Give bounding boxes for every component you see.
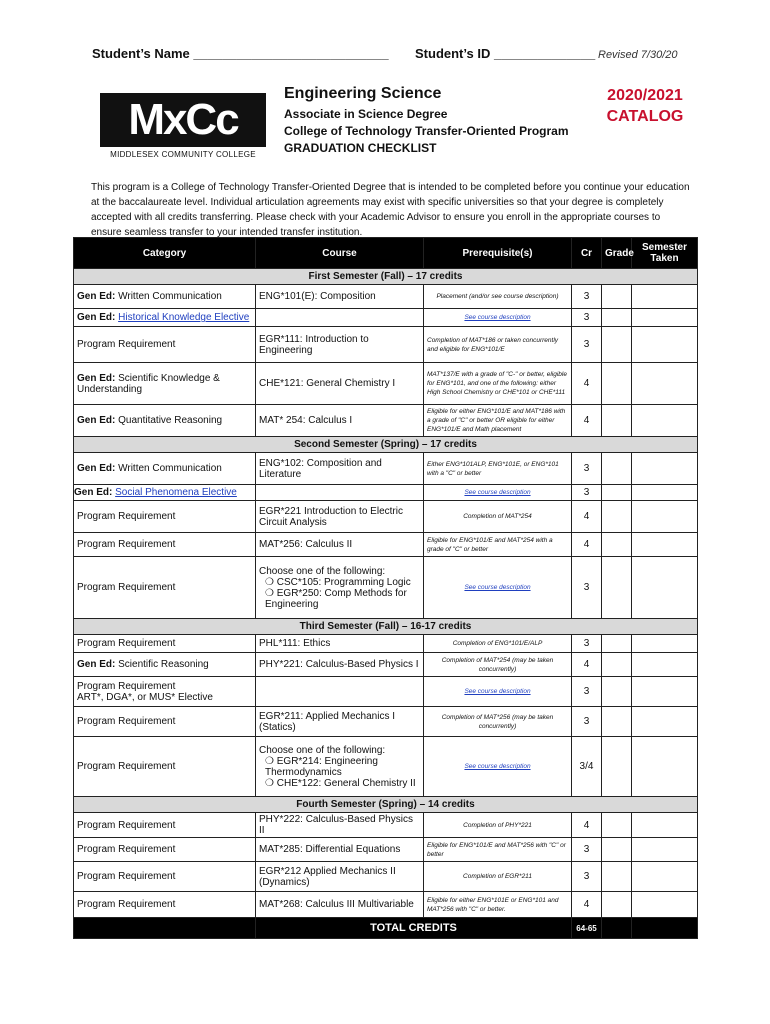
total-credits-label: TOTAL CREDITS <box>256 918 572 939</box>
option-label: CHE*122: General Chemistry II <box>276 777 416 789</box>
prereq-cell <box>424 309 572 327</box>
student-id-field[interactable]: Student’s ID ______________ <box>415 46 596 61</box>
semester-cell[interactable] <box>632 653 698 677</box>
program-type: College of Technology Transfer-Oriented Program <box>284 124 569 138</box>
credit-cell: 3 <box>572 707 602 737</box>
table-row <box>74 653 698 677</box>
table-header-row <box>74 238 698 269</box>
total-credits-value: 64-65 <box>572 918 602 939</box>
semester-cell[interactable] <box>632 309 698 327</box>
table-row <box>74 737 698 797</box>
semester-cell[interactable] <box>632 485 698 501</box>
course-cell <box>256 737 424 797</box>
radio-circle-icon: ❍ <box>265 777 274 789</box>
category-text: Quantitative Reasoning <box>118 415 223 426</box>
prereq-cell: Eligible for either ENG*101E or ENG*101 and MAT*256 with "C" or better. <box>424 892 572 918</box>
semester-label: First Semester (Fall) – 17 credits <box>74 269 698 285</box>
category-cell <box>74 653 256 677</box>
category-cell: Program Requirement <box>74 557 256 619</box>
credit-cell: 4 <box>572 892 602 918</box>
semester-cell[interactable] <box>632 813 698 838</box>
grade-cell[interactable] <box>602 363 632 405</box>
grade-cell[interactable] <box>602 892 632 918</box>
course-cell: EGR*211: Applied Mechanics I (Statics) <box>256 707 424 737</box>
grade-cell[interactable] <box>602 707 632 737</box>
course-cell <box>256 309 424 327</box>
semester-cell[interactable] <box>632 557 698 619</box>
semester-cell[interactable] <box>632 635 698 653</box>
course-description-link[interactable]: See course description <box>464 584 531 591</box>
course-cell: EGR*212 Applied Mechanics II (Dynamics) <box>256 862 424 892</box>
course-cell: PHY*222: Calculus-Based Physics II <box>256 813 424 838</box>
program-intro: This program is a College of Technology Transfer-Oriented Degree that is intended to be completed before you continue your education at the baccalaureate level. Individual articulation agreements may exist with specific universities so that your degree is completely accepted with all credits transferring. Please check with your Academic Advisor to ensure you enroll in the appropriate courses to ensure seamless transfer to your intended transfer institution. <box>91 182 690 238</box>
option-item[interactable] <box>259 577 420 588</box>
semester-label: Third Semester (Fall) – 16-17 credits <box>74 619 698 635</box>
table-row <box>74 453 698 485</box>
radio-circle-icon: ❍ <box>265 755 274 767</box>
checklist-label: GRADUATION CHECKLIST <box>284 141 437 155</box>
course-cell: MAT*268: Calculus III Multivariable <box>256 892 424 918</box>
category-cell: Program Requirement <box>74 533 256 557</box>
checklist-table <box>73 237 698 939</box>
credit-cell: 3 <box>572 838 602 862</box>
credit-cell: 4 <box>572 501 602 533</box>
table-row <box>74 327 698 363</box>
course-cell: ENG*101(E): Composition <box>256 285 424 309</box>
course-cell: EGR*111: Introduction to Engineering <box>256 327 424 363</box>
credit-cell: 4 <box>572 813 602 838</box>
grade-cell[interactable] <box>602 737 632 797</box>
grade-cell[interactable] <box>602 635 632 653</box>
semester-cell[interactable] <box>632 707 698 737</box>
col-header-grade: Grade <box>602 238 632 269</box>
course-cell: MAT*285: Differential Equations <box>256 838 424 862</box>
credit-cell: 4 <box>572 533 602 557</box>
option-label: CSC*105: Programming Logic <box>276 576 411 588</box>
credit-cell: 3/4 <box>572 737 602 797</box>
course-description-link[interactable]: See course description <box>464 314 531 321</box>
option-label: EGR*250: Comp Methods for Engineering <box>265 587 407 610</box>
category-cell: Program Requirement <box>74 813 256 838</box>
table-row <box>74 533 698 557</box>
credit-cell: 4 <box>572 653 602 677</box>
option-label: EGR*214: Engineering Thermodynamics <box>265 755 378 778</box>
option-item[interactable] <box>259 756 420 778</box>
gen-ed-label: Gen Ed: <box>74 487 113 498</box>
option-item[interactable] <box>259 778 420 789</box>
degree-label: Associate in Science Degree <box>284 107 448 121</box>
semester-cell[interactable] <box>632 501 698 533</box>
category-cell: Program Requirement <box>74 707 256 737</box>
table-row <box>74 892 698 918</box>
col-header-course: Course <box>256 238 424 269</box>
prereq-cell <box>424 485 572 501</box>
table-row <box>74 501 698 533</box>
logo-college-name: MIDDLESEX COMMUNITY COLLEGE <box>110 150 256 159</box>
category-cell <box>74 285 256 309</box>
grade-cell[interactable] <box>602 453 632 485</box>
gen-ed-label: Gen Ed: <box>77 463 116 474</box>
course-cell: EGR*221 Introduction to Electric Circuit Analysis <box>256 501 424 533</box>
grade-cell[interactable] <box>602 838 632 862</box>
semester-label: Second Semester (Spring) – 17 credits <box>74 437 698 453</box>
choose-one-label: Choose one of the following: <box>259 744 386 756</box>
grade-cell[interactable] <box>602 557 632 619</box>
course-cell: MAT*256: Calculus II <box>256 533 424 557</box>
semester-cell[interactable] <box>632 677 698 707</box>
prereq-cell: Completion of MAT*256 (may be taken concurrently) <box>424 707 572 737</box>
table-row <box>74 677 698 707</box>
grade-cell[interactable] <box>602 653 632 677</box>
category-cell <box>74 405 256 437</box>
credit-cell: 3 <box>572 557 602 619</box>
credit-cell: 4 <box>572 363 602 405</box>
credit-cell: 3 <box>572 862 602 892</box>
category-cell: Program Requirement <box>74 862 256 892</box>
program-title: Engineering Science <box>284 85 442 102</box>
table-row <box>74 485 698 501</box>
grade-cell[interactable] <box>602 501 632 533</box>
table-row <box>74 405 698 437</box>
category-cell <box>74 453 256 485</box>
college-logo <box>100 93 266 163</box>
semester-cell[interactable] <box>632 453 698 485</box>
course-cell: PHL*111: Ethics <box>256 635 424 653</box>
semester-cell[interactable] <box>632 838 698 862</box>
grade-cell[interactable] <box>602 862 632 892</box>
prereq-cell <box>424 737 572 797</box>
course-cell <box>256 677 424 707</box>
grade-cell[interactable] <box>602 485 632 501</box>
category-cell <box>74 485 256 501</box>
semester-row <box>74 797 698 813</box>
grade-cell[interactable] <box>602 285 632 309</box>
revised-date: Revised 7/30/20 <box>598 49 678 61</box>
category-cell: Program Requirement <box>74 501 256 533</box>
catalog-year: 2020/2021 <box>607 87 683 104</box>
course-cell <box>256 485 424 501</box>
radio-circle-icon: ❍ <box>265 587 274 599</box>
logo-mark: MxCc <box>128 95 238 144</box>
prereq-cell: Completion of ENG*101/E/ALP <box>424 635 572 653</box>
category-cell <box>74 309 256 327</box>
category-cell <box>74 363 256 405</box>
grade-cell[interactable] <box>602 405 632 437</box>
table-row <box>74 813 698 838</box>
radio-circle-icon: ❍ <box>265 576 274 588</box>
grade-cell[interactable] <box>602 327 632 363</box>
semester-cell[interactable] <box>632 363 698 405</box>
prereq-cell: Eligible for ENG*101/E and MAT*254 with a grade of "C" or better <box>424 533 572 557</box>
credit-cell: 3 <box>572 635 602 653</box>
credit-cell: 3 <box>572 309 602 327</box>
prereq-cell <box>424 557 572 619</box>
credit-cell: 3 <box>572 453 602 485</box>
course-cell: ENG*102: Composition and Literature <box>256 453 424 485</box>
prereq-cell: Completion of MAT*186 or taken concurrently and eligible for ENG*101/E <box>424 327 572 363</box>
course-cell: PHY*221: Calculus-Based Physics I <box>256 653 424 677</box>
prereq-cell: Completion of MAT*254 <box>424 501 572 533</box>
semester-cell[interactable] <box>632 892 698 918</box>
category-text: Written Communication <box>118 291 222 302</box>
prereq-cell: Placement (and/or see course description) <box>424 285 572 309</box>
col-header-category: Category <box>74 238 256 269</box>
student-name-field[interactable]: Student’s Name ___________________________ <box>92 46 389 61</box>
choose-one-label: Choose one of the following: <box>259 565 386 577</box>
table-row <box>74 363 698 405</box>
table-row <box>74 635 698 653</box>
prereq-cell: Completion of PHY*221 <box>424 813 572 838</box>
total-row <box>74 918 698 939</box>
semester-cell[interactable] <box>632 285 698 309</box>
semester-label: Fourth Semester (Spring) – 14 credits <box>74 797 698 813</box>
category-text: Written Communication <box>118 463 222 474</box>
semester-row <box>74 619 698 635</box>
category-cell: Program Requirement <box>74 327 256 363</box>
prereq-cell: Eligible for ENG*101/E and MAT*256 with "C" or better <box>424 838 572 862</box>
semester-cell[interactable] <box>632 405 698 437</box>
grade-cell[interactable] <box>602 813 632 838</box>
table-row <box>74 707 698 737</box>
credit-cell: 3 <box>572 677 602 707</box>
credit-cell: 3 <box>572 285 602 309</box>
semester-cell[interactable] <box>632 862 698 892</box>
prereq-cell: Completion of MAT*254 (may be taken concurrently) <box>424 653 572 677</box>
course-description-link[interactable]: See course description <box>464 489 531 496</box>
course-cell <box>256 557 424 619</box>
course-cell: MAT* 254: Calculus I <box>256 405 424 437</box>
course-cell: CHE*121: General Chemistry I <box>256 363 424 405</box>
category-cell <box>74 677 256 707</box>
course-description-link[interactable]: See course description <box>464 688 531 695</box>
gen-ed-label: Gen Ed: <box>77 372 116 384</box>
category-cell: Program Requirement <box>74 737 256 797</box>
credit-cell: 3 <box>572 327 602 363</box>
catalog-label: CATALOG <box>606 108 684 125</box>
prereq-cell: Eligible for either ENG*101/E and MAT*186 with a grade of "C" or better OR eligible for either ENG*101/E and Math placement <box>424 405 572 437</box>
semester-row <box>74 269 698 285</box>
gen-ed-label: Gen Ed: <box>77 659 116 670</box>
table-row <box>74 862 698 892</box>
grade-cell[interactable] <box>602 677 632 707</box>
table-row <box>74 309 698 327</box>
historical-knowledge-link[interactable]: Historical Knowledge Elective <box>118 312 250 323</box>
prereq-cell: MAT*137/E with a grade of "C-" or better, eligible for ENG*101, and one of the following: either High School Chemistry or CHE*101 or CHE*111 <box>424 363 572 405</box>
table-row <box>74 557 698 619</box>
gen-ed-label: Gen Ed: <box>77 415 116 426</box>
option-item[interactable] <box>259 588 420 610</box>
gen-ed-label: Gen Ed: <box>77 312 116 323</box>
col-header-cr: Cr <box>572 238 602 269</box>
social-phenomena-link[interactable]: Social Phenomena Elective <box>115 487 237 498</box>
prereq-cell: Completion of EGR*211 <box>424 862 572 892</box>
col-header-semester: Semester Taken <box>632 238 698 269</box>
table-row <box>74 285 698 309</box>
gen-ed-label: Gen Ed: <box>77 291 116 302</box>
table-row <box>74 838 698 862</box>
semester-cell[interactable] <box>632 327 698 363</box>
category-cell: Program Requirement <box>74 635 256 653</box>
semester-cell[interactable] <box>632 737 698 797</box>
col-header-prereq: Prerequisite(s) <box>424 238 572 269</box>
semester-row <box>74 437 698 453</box>
elective-text: ART*, DGA*, or MUS* Elective <box>77 691 213 703</box>
category-cell: Program Requirement <box>74 838 256 862</box>
credit-cell: 3 <box>572 485 602 501</box>
category-text: Scientific Knowledge & Understanding <box>77 372 220 395</box>
prereq-cell: Either ENG*101ALP, ENG*101E, or ENG*101 with a "C" or better <box>424 453 572 485</box>
grade-cell[interactable] <box>602 309 632 327</box>
credit-cell: 4 <box>572 405 602 437</box>
category-text: Scientific Reasoning <box>118 659 209 670</box>
category-text: Program Requirement <box>77 680 176 692</box>
course-description-link[interactable]: See course description <box>464 763 531 770</box>
prereq-cell <box>424 677 572 707</box>
semester-cell[interactable] <box>632 533 698 557</box>
grade-cell[interactable] <box>602 533 632 557</box>
category-cell: Program Requirement <box>74 892 256 918</box>
